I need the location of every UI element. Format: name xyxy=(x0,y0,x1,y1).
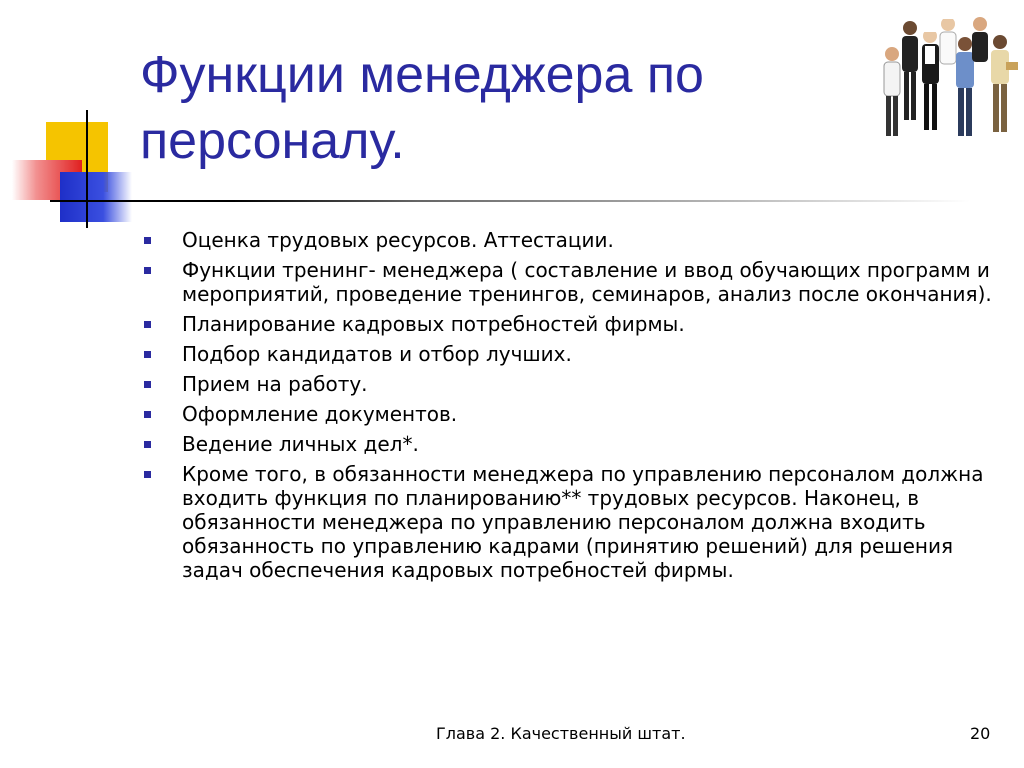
list-item-text: Планирование кадровых потребностей фирмы. xyxy=(182,312,685,336)
list-item-text: Прием на работу. xyxy=(182,372,368,396)
page-number: 20 xyxy=(970,724,991,743)
list-item-text: Кроме того, в обязанности менеджера по управлению персоналом должна входить функция по планированию** трудовых ресурсов. Наконец, в обязанности менеджера по управлению персоналом должна входить обязанность по управлению кадрами (принятию решений) для решения задач обеспечения кадровых потребностей фирмы. xyxy=(182,462,984,582)
title-underline xyxy=(50,200,970,202)
list-item-text: Оценка трудовых ресурсов. Аттестации. xyxy=(182,228,614,252)
list-item-text: Ведение личных дел*. xyxy=(182,432,419,456)
list-item xyxy=(140,342,1000,366)
list-item-text: Подбор кандидатов и отбор лучших. xyxy=(182,342,572,366)
list-item-text: Функции тренинг- менеджера ( составление и ввод обучающих программ и мероприятий, проведение тренингов, семинаров, анализ после окончания). xyxy=(182,258,992,306)
decor-vertical-line xyxy=(86,110,88,228)
list-item xyxy=(140,258,1000,306)
bullet-marker xyxy=(144,267,151,274)
slide-title-line-1: Функции менеджера по xyxy=(140,46,704,104)
slide-title-line-2: персоналу. xyxy=(140,112,405,170)
bullet-marker xyxy=(144,321,151,328)
list-item xyxy=(140,402,1000,426)
bullet-marker xyxy=(144,381,151,388)
bullet-marker xyxy=(144,411,151,418)
slide-footer: Глава 2. Качественный штат. xyxy=(436,724,686,743)
bullet-marker xyxy=(144,441,151,448)
bullet-marker xyxy=(144,351,151,358)
list-item xyxy=(140,372,1000,396)
slide-title xyxy=(140,42,860,174)
list-item xyxy=(140,462,1000,582)
list-item xyxy=(140,228,1000,252)
list-item-text: Оформление документов. xyxy=(182,402,458,426)
decor-blue-square xyxy=(60,172,132,222)
bullet-marker xyxy=(144,471,151,478)
bullet-marker xyxy=(144,237,151,244)
list-item xyxy=(140,312,1000,336)
bullet-list xyxy=(140,228,1000,588)
group-of-workers-icon xyxy=(880,6,1020,146)
list-item xyxy=(140,432,1000,456)
